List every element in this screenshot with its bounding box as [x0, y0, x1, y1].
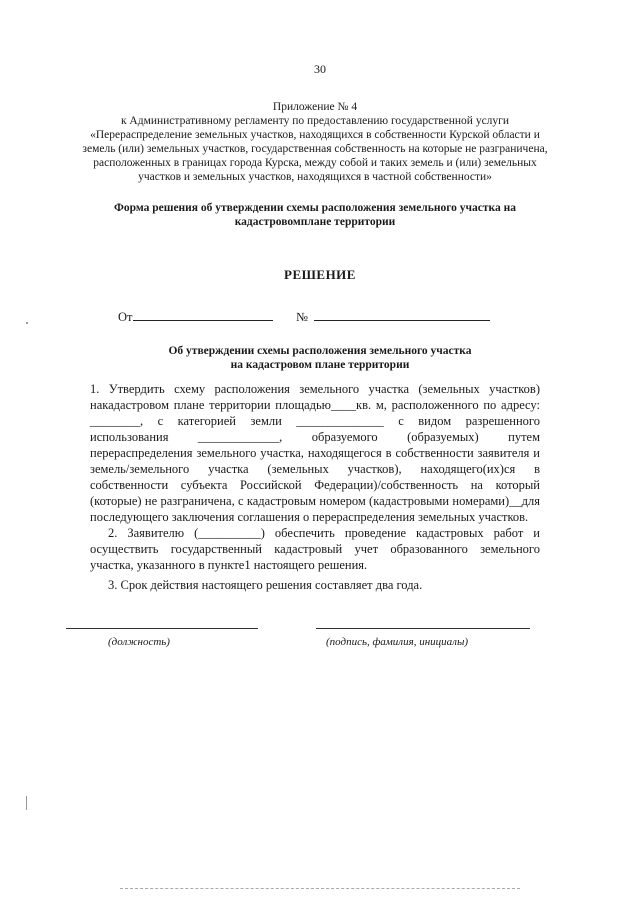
number-field — [296, 308, 490, 325]
position-caption: (должность) — [108, 636, 170, 648]
appendix-line: расположенных в границах города Курска, между собой и таких земель и (или) земельных — [93, 157, 537, 169]
number-label: № — [296, 310, 308, 324]
subject-line: на кадастровом плане территории — [230, 359, 410, 371]
decision-heading: РЕШЕНИЕ — [284, 267, 356, 282]
appendix-line: земель (или) земельных участков, государственная собственность на которые не разграничена, — [82, 143, 548, 155]
form-title-line: Форма решения об утверждении схемы расположения земельного участка на — [114, 202, 516, 214]
scan-artifact — [26, 322, 28, 324]
name-caption: (подпись, фамилия, инициалы) — [326, 636, 469, 648]
appendix-line: участков и земельных участков, находящихся в частной собственности» — [138, 171, 492, 183]
date-field — [118, 308, 273, 325]
paragraph-2: 2. Заявителю (__________) обеспечить проведение кадастровых работ и осуществить государственный кадастровый учет образованного земельного участка, указанного в пункте1 настоящего решения. — [90, 526, 540, 572]
paragraph-1: 1. Утвердить схему расположения земельного участка (земельных участков) накадастровом плане территории площадью____кв. м, расположенного по адресу: ________, с категорией земли ______________ с видом разрешенного использования _____________, образуемого (образуемых) путем перераспределения земельного участка, находящегося в собственности заявителя и земель/земельного участка (земельных участков), находящего(их)ся в собственности субъекта Российской Федерации)/собственность на который (которые) не разграничена, с кадастровым номером (кадастровыми номерами)__для последующего заключения соглашения о перераспределения земельных участков. — [90, 382, 540, 524]
appendix-header — [70, 100, 560, 184]
name-signature-line — [316, 628, 530, 629]
form-title — [80, 201, 550, 229]
appendix-line: к Административному регламенту по предоставлению государственной услуги — [120, 115, 510, 127]
paragraph-3: 3. Срок действия настоящего решения составляет два года. — [108, 578, 423, 592]
position-signature-line — [66, 628, 258, 629]
date-label: От — [118, 310, 133, 324]
date-blank — [133, 308, 273, 321]
number-blank — [314, 308, 490, 321]
appendix-line: «Перераспределение земельных участков, находящихся в собственности Курской области и — [90, 129, 540, 141]
scan-artifact — [26, 796, 27, 810]
form-title-line: кадастровомплане территории — [234, 216, 396, 228]
subject-line: Об утверждении схемы расположения земельного участка — [168, 345, 472, 357]
appendix-title: Приложение № 4 — [272, 101, 358, 113]
scan-artifact — [120, 888, 520, 889]
decision-subject — [110, 344, 530, 372]
page-number: 30 — [314, 62, 326, 76]
